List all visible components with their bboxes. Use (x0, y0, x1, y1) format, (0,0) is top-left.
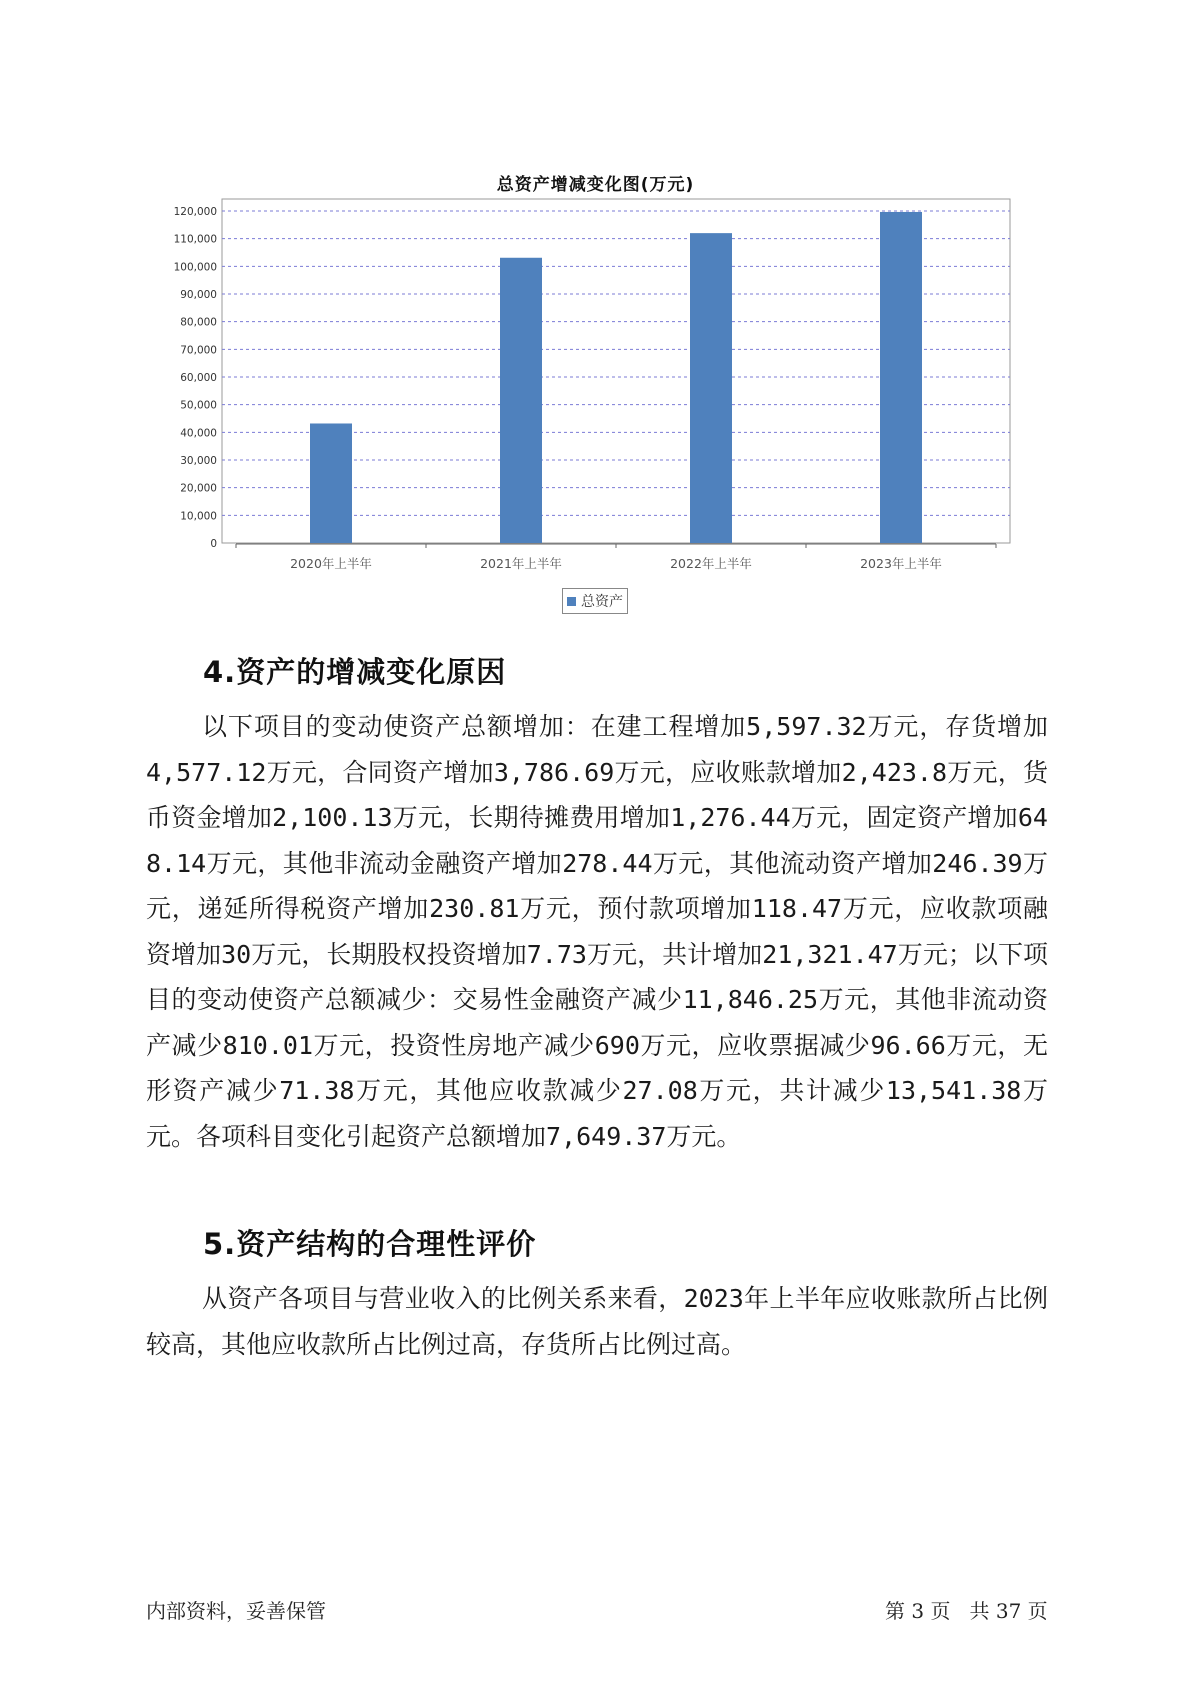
section-4-paragraph: 以下项目的变动使资产总额增加：在建工程增加5,597.32万元，存货增加4,577.12万元，合同资产增加3,786.69万元，应收账款增加2,423.8万元，货币资金增加2,100.13万元，长期待摊费用增加1,276.44万元，固定资产增加648.14万元，其他非流动金融资产增加278.44万元，其他流动资产增加246.39万元，递延所得税资产增加230.81万元，预付款项增加118.47万元，应收款项融资增加30万元，长期股权投资增加7.73万元，共计增加21,321.47万元；以下项目的变动使资产总额减少：交易性金融资产减少11,846.25万元，其他非流动资产减少810.01万元，投资性房地产减少690万元，应收票据减少96.66万元，无形资产减少71.38万元，其他应收款减少27.08万元，共计减少13,541.38万元。各项科目变化引起资产总额增加7,649.37万元。 (146, 712, 1048, 1151)
bar (310, 423, 352, 543)
section-5-paragraph: 从资产各项目与营业收入的比例关系来看，2023年上半年应收账款所占比例较高，其他应收款所占比例过高，存货所占比例过高。 (146, 1284, 1048, 1359)
y-tick-label: 100,000 (173, 261, 217, 274)
section-5-heading: 5.资产结构的合理性评价 (203, 1227, 537, 1261)
x-tick-label: 2022年上半年 (670, 556, 752, 571)
y-tick-label: 10,000 (180, 510, 217, 523)
footer-confidential-note: 内部资料，妥善保管 (146, 1599, 326, 1623)
y-tick-label: 20,000 (180, 482, 217, 495)
chart-title: 总资产增减变化图(万元) (496, 175, 695, 195)
y-tick-label: 60,000 (180, 372, 217, 384)
y-tick-label: 120,000 (173, 206, 217, 218)
y-tick-label: 110,000 (173, 233, 217, 246)
y-tick-label: 90,000 (180, 289, 217, 301)
total-assets-bar-chart (0, 0, 1191, 620)
chart-legend (562, 588, 628, 614)
y-tick-label: 80,000 (180, 316, 217, 329)
legend-label: 总资产 (581, 594, 623, 610)
bar (880, 212, 922, 543)
x-tick-label: 2023年上半年 (860, 556, 942, 571)
y-tick-label: 0 (210, 538, 217, 550)
section-4-heading: 4.资产的增减变化原因 (203, 655, 507, 689)
footer-page-number: 第 3 页 共 37 页 (885, 1599, 1048, 1623)
x-tick-label: 2020年上半年 (290, 556, 372, 571)
y-tick-label: 70,000 (180, 344, 217, 357)
bar (500, 258, 542, 543)
y-tick-label: 50,000 (180, 399, 217, 412)
bar (690, 233, 732, 543)
legend-swatch-icon (567, 597, 576, 606)
y-tick-label: 30,000 (180, 455, 217, 467)
y-tick-label: 40,000 (180, 427, 217, 440)
x-tick-label: 2021年上半年 (480, 556, 562, 571)
